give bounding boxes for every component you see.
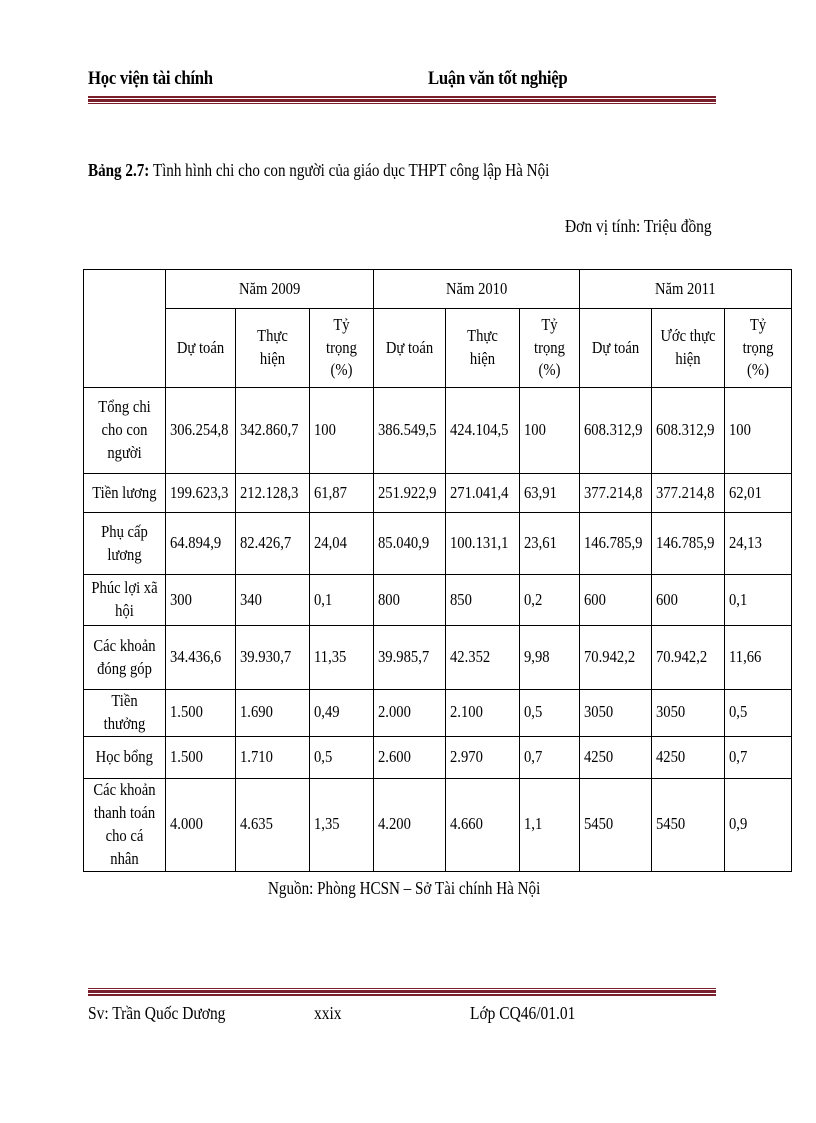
table-cell: 11,66: [725, 626, 792, 690]
table-cell: 24,04: [310, 513, 374, 575]
table-cell: 100: [725, 388, 792, 474]
table-cell: 300: [166, 575, 236, 626]
table-cell: 212.128,3: [236, 474, 310, 513]
table-cell: 0,7: [725, 736, 792, 778]
table-cell: 600: [652, 575, 725, 626]
row-label: Các khoản đóng góp: [84, 626, 166, 690]
table-cell: 39.985,7: [374, 626, 446, 690]
header-rule: [88, 96, 716, 104]
table-cell: 146.785,9: [580, 513, 652, 575]
table-cell: 5450: [580, 778, 652, 871]
table-row: [84, 736, 792, 778]
table-cell: 61,87: [310, 474, 374, 513]
table-cell: 2.970: [446, 736, 520, 778]
table-cell: 3050: [580, 690, 652, 737]
table-cell: 0,5: [520, 690, 580, 737]
table-cell: 2.000: [374, 690, 446, 737]
table-cell: 0,5: [310, 736, 374, 778]
expenditure-table: [83, 269, 792, 872]
subheader-cell: Tỷ trọng (%): [520, 309, 580, 388]
table-cell: 1,1: [520, 778, 580, 871]
table-cell: 3050: [652, 690, 725, 737]
table-cell: 100.131,1: [446, 513, 520, 575]
table-row: [84, 690, 792, 737]
table-cell: 23,61: [520, 513, 580, 575]
table-cell: 11,35: [310, 626, 374, 690]
table-cell: 2.100: [446, 690, 520, 737]
year-2009-header: Năm 2009: [166, 270, 374, 309]
subheader-cell: Dự toán: [374, 309, 446, 388]
table-cell: 0,2: [520, 575, 580, 626]
table-caption: [88, 160, 549, 181]
table-cell: 0,7: [520, 736, 580, 778]
table-cell: 271.041,4: [446, 474, 520, 513]
table-cell: 62,01: [725, 474, 792, 513]
table-cell: 100: [520, 388, 580, 474]
table-cell: 85.040,9: [374, 513, 446, 575]
subheader-cell: Tỷ trọng (%): [310, 309, 374, 388]
subheader-cell: Dự toán: [166, 309, 236, 388]
table-cell: 1.710: [236, 736, 310, 778]
table-cell: 1,35: [310, 778, 374, 871]
subheader-row: [84, 309, 792, 388]
table-cell: 70.942,2: [652, 626, 725, 690]
table-cell: 340: [236, 575, 310, 626]
year-2010-header: Năm 2010: [374, 270, 580, 309]
table-row: [84, 778, 792, 871]
page-footer: [88, 1003, 716, 1033]
subheader-cell: Ước thực hiện: [652, 309, 725, 388]
year-2011-header: Năm 2011: [580, 270, 792, 309]
table-cell: 82.426,7: [236, 513, 310, 575]
table-cell: 386.549,5: [374, 388, 446, 474]
corner-cell: [84, 270, 166, 388]
footer-rule: [88, 988, 716, 996]
table-row: [84, 626, 792, 690]
table-cell: 2.600: [374, 736, 446, 778]
footer-class: Lớp CQ46/01.01: [470, 1003, 576, 1023]
table-cell: 424.104,5: [446, 388, 520, 474]
table-cell: 608.312,9: [580, 388, 652, 474]
table-row: [84, 388, 792, 474]
table-cell: 199.623,3: [166, 474, 236, 513]
table-cell: 4.635: [236, 778, 310, 871]
table-cell: 0,1: [725, 575, 792, 626]
row-label: Tiền lương: [84, 474, 166, 513]
table-cell: 850: [446, 575, 520, 626]
table-cell: 39.930,7: [236, 626, 310, 690]
table-cell: 42.352: [446, 626, 520, 690]
table-row: [84, 474, 792, 513]
header-institution: Học viện tài chính: [88, 68, 213, 89]
table-cell: 24,13: [725, 513, 792, 575]
table-cell: 1.500: [166, 736, 236, 778]
footer-student: Sv: Trần Quốc Dương: [88, 1003, 226, 1023]
row-label: Phụ cấp lương: [84, 513, 166, 575]
table-cell: 63,91: [520, 474, 580, 513]
page-header: [88, 68, 716, 98]
subheader-cell: Dự toán: [580, 309, 652, 388]
row-label: Tổng chi cho con người: [84, 388, 166, 474]
table-cell: 377.214,8: [580, 474, 652, 513]
table-cell: 4.660: [446, 778, 520, 871]
table-cell: 0,9: [725, 778, 792, 871]
table-cell: 608.312,9: [652, 388, 725, 474]
table-cell: 306.254,8: [166, 388, 236, 474]
table-cell: 600: [580, 575, 652, 626]
table-cell: 1.690: [236, 690, 310, 737]
table-cell: 4250: [652, 736, 725, 778]
caption-text: Tình hình chi cho con người của giáo dục THPT công lập Hà Nội: [149, 160, 550, 180]
row-label: Học bổng: [84, 736, 166, 778]
table-cell: 4.200: [374, 778, 446, 871]
year-header-row: [84, 270, 792, 309]
table-cell: 342.860,7: [236, 388, 310, 474]
table-cell: 1.500: [166, 690, 236, 737]
table-cell: 4250: [580, 736, 652, 778]
table-cell: 100: [310, 388, 374, 474]
table-cell: 0,49: [310, 690, 374, 737]
table-row: [84, 513, 792, 575]
source-note: Nguồn: Phòng HCSN – Sở Tài chính Hà Nội: [268, 878, 541, 898]
table-cell: 800: [374, 575, 446, 626]
unit-note: Đơn vị tính: Triệu đồng: [565, 216, 712, 236]
table-cell: 146.785,9: [652, 513, 725, 575]
subheader-cell: Thực hiện: [236, 309, 310, 388]
row-label: Các khoản thanh toán cho cá nhân: [84, 778, 166, 871]
footer-page-number: xxix: [314, 1003, 342, 1023]
header-document-type: Luận văn tốt nghiệp: [428, 68, 568, 89]
table-cell: 5450: [652, 778, 725, 871]
row-label: Phúc lợi xã hội: [84, 575, 166, 626]
row-label: Tiền thưởng: [84, 690, 166, 737]
table-cell: 377.214,8: [652, 474, 725, 513]
table-cell: 9,98: [520, 626, 580, 690]
table-row: [84, 575, 792, 626]
subheader-cell: Thực hiện: [446, 309, 520, 388]
table-cell: 34.436,6: [166, 626, 236, 690]
subheader-cell: Tỷ trọng (%): [725, 309, 792, 388]
table-cell: 0,5: [725, 690, 792, 737]
table-cell: 0,1: [310, 575, 374, 626]
table-cell: 251.922,9: [374, 474, 446, 513]
table-cell: 4.000: [166, 778, 236, 871]
caption-label: Bảng 2.7:: [88, 160, 150, 180]
table-cell: 64.894,9: [166, 513, 236, 575]
table-cell: 70.942,2: [580, 626, 652, 690]
